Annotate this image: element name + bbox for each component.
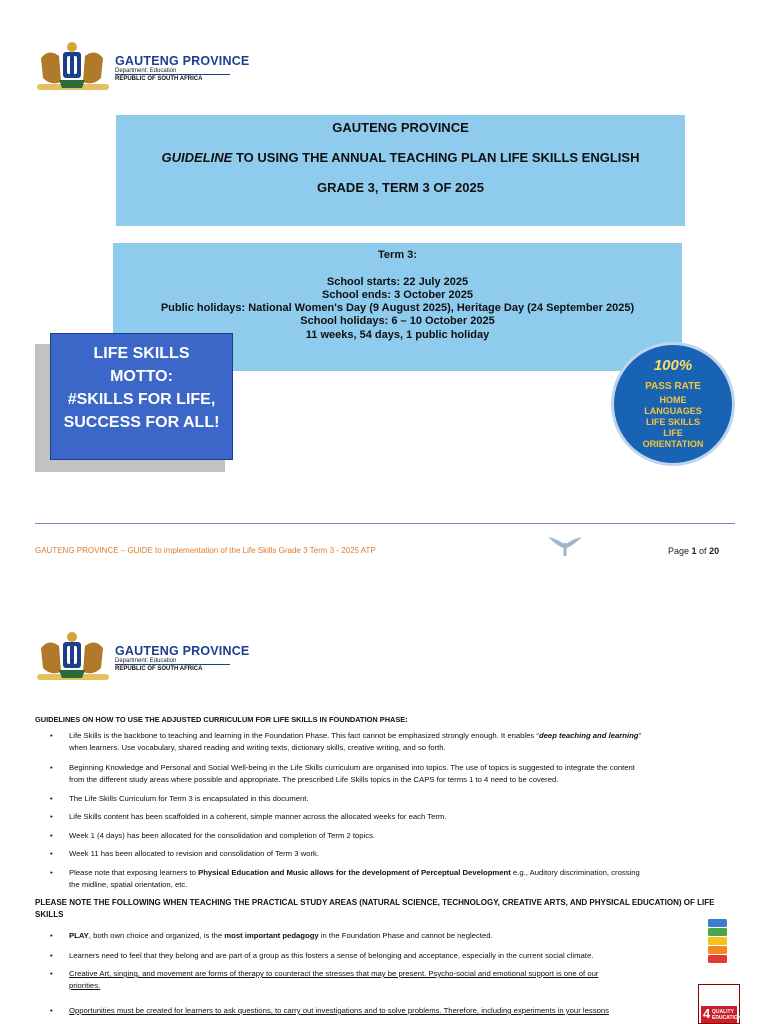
bullet-dot: • xyxy=(50,969,53,978)
b1-text-a: Life Skills is the backbone to teaching and learning in the Foundation Phase. This fact cannot be emphasized strongly enough. It enables “ xyxy=(69,731,539,740)
b2-text-a: Beginning Knowledge and Personal and Social Well-being in the Life Skills curriculum are organised into topics. The use of topics is suggested to integrate the content xyxy=(69,763,635,772)
motto-line3: #SKILLS FOR LIFE, xyxy=(67,391,216,408)
b7-text-b: e.g., Auditory discrimination, crossing xyxy=(510,868,640,877)
bullet-text: The Life Skills Curriculum for Term 3 is encapsulated in this document. xyxy=(69,794,309,803)
badge-languages: LANGUAGES xyxy=(644,406,702,416)
title-box xyxy=(116,115,685,226)
gauteng-logo xyxy=(33,38,250,98)
bullet-dot: • xyxy=(50,868,53,877)
bullet-text: Opportunities must be created for learners to ask questions, to carry out investigations and to solve problems. Therefore, including experiments in your lessons xyxy=(69,1006,609,1015)
badge-life-skills: LIFE SKILLS xyxy=(646,417,700,427)
bullet-text: Week 11 has been allocated to revision and consolidation of Term 3 work. xyxy=(69,849,319,858)
motto-line4: SUCCESS FOR ALL! xyxy=(63,414,220,431)
logo-subtitle: Department: Education xyxy=(115,658,177,664)
footer-total-pages: 20 xyxy=(709,546,720,556)
gauteng-logo-page2 xyxy=(33,628,250,688)
footer-current-page: 1 xyxy=(691,546,697,556)
aloe-icon xyxy=(546,533,584,557)
logo-divider xyxy=(115,74,230,75)
footer-divider xyxy=(35,523,735,524)
logo-republic: REPUBLIC OF SOUTH AFRICA xyxy=(115,76,203,82)
term-heading: Term 3: xyxy=(378,249,417,261)
term-school-holidays: School holidays: 6 – 10 October 2025 xyxy=(300,315,495,327)
bullet-text xyxy=(69,762,729,785)
logo-divider xyxy=(115,664,230,665)
term-public-holidays: Public holidays: National Women's Day (9 August 2025), Heritage Day (24 September 2025) xyxy=(160,302,635,314)
badge-life: LIFE xyxy=(663,428,683,438)
c1-play: PLAY xyxy=(69,931,89,940)
title-guideline-emph: GUIDELINE xyxy=(161,150,233,165)
sdg-text1: QUALITY xyxy=(712,1009,734,1015)
b7-text-a: Please note that exposing learners to xyxy=(69,868,199,877)
bullet-dot: • xyxy=(50,731,53,740)
coat-of-arms-icon xyxy=(33,628,113,688)
motto-line1: LIFE SKILLS xyxy=(93,345,190,362)
bullet-dot: • xyxy=(50,849,53,858)
sdg-number: 4 xyxy=(703,1006,711,1021)
bullet-text: Life Skills content has been scaffolded in a coherent, simple manner across the allocated weeks for each Term. xyxy=(69,812,447,821)
b2-text-b: from the different study areas where possible and appropriate. The prescribed Life Skills topics in the CAPS for terms 1 to 4 need to be covered. xyxy=(69,774,559,784)
motto-line2: MOTTO: xyxy=(110,368,173,385)
footer-page-word: Page xyxy=(668,546,692,556)
motto-box xyxy=(50,333,233,460)
bullet-text xyxy=(69,930,729,942)
term-starts: School starts: 22 July 2025 xyxy=(326,276,469,288)
badge-home: HOME xyxy=(659,395,687,405)
title-line2 xyxy=(116,150,685,165)
bullet-dot: • xyxy=(50,951,53,960)
c1-bold2: most important pedagogy xyxy=(224,931,319,940)
bullet-dot: • xyxy=(50,931,53,940)
bullet-text xyxy=(69,730,729,753)
coat-of-arms-icon xyxy=(33,38,113,98)
footer-document-title: GAUTENG PROVINCE – GUIDE to implementation of the Life Skills Grade 3 Term 3 - 2025 ATP xyxy=(35,546,376,555)
practical-areas-heading: PLEASE NOTE THE FOLLOWING WHEN TEACHING THE PRACTICAL STUDY AREAS (NATURAL SCIENCE, TECHNOLOGY, CREATIVE ARTS, AND PHYSICAL EDUCATION) OF LIFE SKILLS xyxy=(35,898,715,919)
bullet-text: Week 1 (4 days) has been allocated for the consolidation and completion of Term 2 topics. xyxy=(69,831,376,840)
badge-pass-rate: PASS RATE xyxy=(645,381,701,392)
quality-education-badge xyxy=(698,984,740,1024)
bullet-dot: • xyxy=(50,1006,53,1015)
bullet-text: Learners need to feel that they belong and are part of a group as this fosters a sense of belonging and acceptance, especially in the current social climate. xyxy=(69,951,594,960)
term-ends: School ends: 3 October 2025 xyxy=(322,289,473,301)
bullet-dot: • xyxy=(50,812,53,821)
bullet-dot: • xyxy=(50,831,53,840)
title-line2-rest: TO USING THE ANNUAL TEACHING PLAN LIFE SKILLS ENGLISH xyxy=(232,150,640,165)
quality-education-label xyxy=(701,1006,742,1023)
badge-percent: 100% xyxy=(653,357,693,374)
bullet-text xyxy=(69,867,729,890)
c1-text-a: , both own choice and organized, is the xyxy=(88,931,225,940)
b7-bold: Physical Education and Music allows for the development of Perceptual Development xyxy=(198,868,511,877)
guidelines-heading: GUIDELINES ON HOW TO USE THE ADJUSTED CURRICULUM FOR LIFE SKILLS IN FOUNDATION PHASE: xyxy=(35,715,408,724)
c3-text-b: priorities. xyxy=(69,980,101,990)
b1-text-c: when learners. Use vocabulary, shared reading and writing texts, dictionary skills, creative writing, and so forth. xyxy=(69,742,446,752)
footer-page-number xyxy=(668,546,719,556)
pass-rate-badge xyxy=(611,342,735,466)
logo-subtitle: Department: Education xyxy=(115,68,177,74)
b1-emphasis: deep teaching and learning xyxy=(538,731,639,740)
logo-republic: REPUBLIC OF SOUTH AFRICA xyxy=(115,666,203,672)
c1-text-b: in the Foundation Phase and cannot be neglected. xyxy=(318,931,493,940)
b1-text-b: ” xyxy=(638,731,642,740)
title-line3: GRADE 3, TERM 3 OF 2025 xyxy=(317,180,484,195)
b7-text-c: the midline, spatial orientation, etc. xyxy=(69,879,188,889)
bullet-dot: • xyxy=(50,763,53,772)
term-summary: 11 weeks, 54 days, 1 public holiday xyxy=(305,329,490,341)
title-line1: GAUTENG PROVINCE xyxy=(332,120,469,135)
logo-title: GAUTENG PROVINCE xyxy=(115,644,250,658)
logo-title: GAUTENG PROVINCE xyxy=(115,54,250,68)
stacked-blocks-icon xyxy=(707,918,728,964)
c3-text-a: Creative Art, singing, and movement are forms of therapy to counteract the stresses that may be present. Psycho-social and emotional support is one of our xyxy=(69,969,599,978)
footer-of-word: of xyxy=(696,546,710,556)
bullet-dot: • xyxy=(50,794,53,803)
sdg-text2: EDUCATION xyxy=(712,1015,742,1021)
badge-orientation: ORIENTATION xyxy=(642,439,704,449)
bullet-text xyxy=(69,968,729,991)
